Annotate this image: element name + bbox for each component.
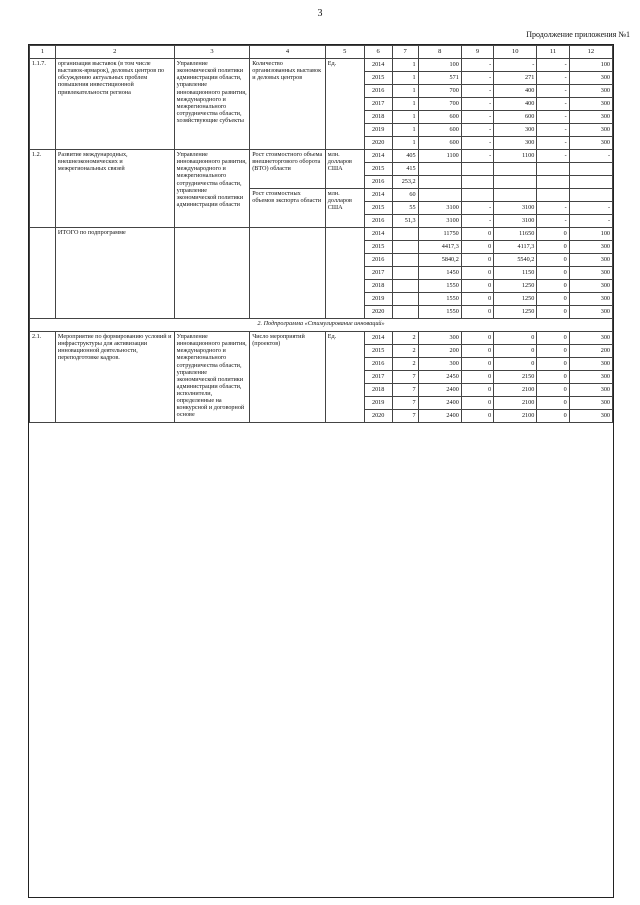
- indicator-value-cell: 2: [392, 358, 418, 371]
- local-budget-cell: -: [537, 150, 569, 163]
- local-budget-cell: -: [537, 215, 569, 228]
- federal-budget-cell: [461, 176, 493, 189]
- year-cell: 2020: [364, 410, 392, 423]
- item-number-cell: 2.1.: [30, 332, 56, 423]
- table-row: [30, 332, 613, 345]
- local-budget-cell: 0: [537, 267, 569, 280]
- local-budget-cell: 0: [537, 228, 569, 241]
- indicator-name-cell: Рост стоимостных объемов экспорта области: [250, 189, 326, 228]
- indicator-value-cell: [392, 254, 418, 267]
- local-budget-cell: 0: [537, 358, 569, 371]
- year-cell: 2016: [364, 176, 392, 189]
- total-funding-cell: 3100: [418, 215, 461, 228]
- unit-cell: млн. долларов США: [325, 189, 364, 228]
- year-cell: 2017: [364, 371, 392, 384]
- regional-budget-cell: 0: [494, 332, 537, 345]
- other-sources-cell: 300: [569, 397, 612, 410]
- indicator-value-cell: 7: [392, 371, 418, 384]
- header-cell: 10: [494, 46, 537, 59]
- local-budget-cell: 0: [537, 254, 569, 267]
- regional-budget-cell: [494, 176, 537, 189]
- indicator-value-cell: 2: [392, 332, 418, 345]
- header-cell: 11: [537, 46, 569, 59]
- local-budget-cell: [537, 189, 569, 202]
- local-budget-cell: 0: [537, 332, 569, 345]
- year-cell: 2020: [364, 306, 392, 319]
- local-budget-cell: 0: [537, 397, 569, 410]
- year-cell: 2017: [364, 98, 392, 111]
- header-cell: 3: [174, 46, 250, 59]
- federal-budget-cell: 0: [461, 241, 493, 254]
- federal-budget-cell: -: [461, 59, 493, 72]
- item-name-cell: ИТОГО по подпрограмме: [55, 228, 174, 319]
- table-row: [30, 59, 613, 72]
- year-cell: 2016: [364, 85, 392, 98]
- total-funding-cell: 1450: [418, 267, 461, 280]
- other-sources-cell: 300: [569, 98, 612, 111]
- regional-budget-cell: 300: [494, 137, 537, 150]
- federal-budget-cell: 0: [461, 306, 493, 319]
- page-number: 3: [317, 8, 323, 19]
- total-funding-cell: 700: [418, 98, 461, 111]
- indicator-value-cell: 1: [392, 85, 418, 98]
- local-budget-cell: -: [537, 111, 569, 124]
- total-funding-cell: [418, 163, 461, 176]
- regional-budget-cell: 4117,3: [494, 241, 537, 254]
- indicator-value-cell: [392, 267, 418, 280]
- local-budget-cell: -: [537, 98, 569, 111]
- federal-budget-cell: 0: [461, 228, 493, 241]
- other-sources-cell: 300: [569, 306, 612, 319]
- regional-budget-cell: 11650: [494, 228, 537, 241]
- indicator-value-cell: 2: [392, 345, 418, 358]
- regional-budget-cell: -: [494, 59, 537, 72]
- federal-budget-cell: -: [461, 111, 493, 124]
- year-cell: 2015: [364, 241, 392, 254]
- table-row: [30, 150, 613, 163]
- federal-budget-cell: 0: [461, 254, 493, 267]
- local-budget-cell: [537, 163, 569, 176]
- local-budget-cell: 0: [537, 371, 569, 384]
- local-budget-cell: 0: [537, 345, 569, 358]
- appendix-label: Продолжение приложения №1: [526, 30, 630, 39]
- year-cell: 2014: [364, 189, 392, 202]
- federal-budget-cell: [461, 189, 493, 202]
- other-sources-cell: 300: [569, 293, 612, 306]
- year-cell: 2014: [364, 228, 392, 241]
- indicator-value-cell: 7: [392, 397, 418, 410]
- item-name-cell: Мероприятие по формированию условий и инфраструктуры для активизации инновационной деятельности, переподготовке кадров.: [55, 332, 174, 423]
- header-cell: 9: [461, 46, 493, 59]
- year-cell: 2019: [364, 124, 392, 137]
- total-funding-cell: 2450: [418, 371, 461, 384]
- other-sources-cell: 300: [569, 410, 612, 423]
- other-sources-cell: 300: [569, 332, 612, 345]
- other-sources-cell: 300: [569, 124, 612, 137]
- total-funding-cell: 2400: [418, 384, 461, 397]
- federal-budget-cell: -: [461, 124, 493, 137]
- indicator-name-cell: Рост стоимостного объема внешнеторгового оборота (ВТО) области: [250, 150, 326, 189]
- other-sources-cell: [569, 163, 612, 176]
- year-cell: 2015: [364, 163, 392, 176]
- program-table: [29, 45, 613, 423]
- other-sources-cell: 100: [569, 59, 612, 72]
- other-sources-cell: 300: [569, 280, 612, 293]
- indicator-value-cell: 60: [392, 189, 418, 202]
- header-row: [30, 46, 613, 59]
- executor-cell: Управление инновационного развития, международного и межрегионального сотрудничества области, управление экономической политики администрации области: [174, 150, 250, 228]
- year-cell: 2016: [364, 215, 392, 228]
- header-cell: 5: [325, 46, 364, 59]
- indicator-value-cell: 1: [392, 59, 418, 72]
- item-number-cell: 1.1.7.: [30, 59, 56, 150]
- total-funding-cell: [418, 189, 461, 202]
- year-cell: 2016: [364, 254, 392, 267]
- indicator-value-cell: 1: [392, 124, 418, 137]
- indicator-value-cell: 1: [392, 111, 418, 124]
- local-budget-cell: -: [537, 137, 569, 150]
- other-sources-cell: 300: [569, 72, 612, 85]
- indicator-value-cell: [392, 241, 418, 254]
- other-sources-cell: 300: [569, 384, 612, 397]
- federal-budget-cell: 0: [461, 358, 493, 371]
- regional-budget-cell: 5540,2: [494, 254, 537, 267]
- other-sources-cell: 100: [569, 228, 612, 241]
- federal-budget-cell: [461, 163, 493, 176]
- other-sources-cell: -: [569, 202, 612, 215]
- total-funding-cell: 1550: [418, 280, 461, 293]
- unit-cell: [325, 228, 364, 319]
- regional-budget-cell: 271: [494, 72, 537, 85]
- year-cell: 2019: [364, 293, 392, 306]
- federal-budget-cell: -: [461, 150, 493, 163]
- federal-budget-cell: 0: [461, 384, 493, 397]
- indicator-value-cell: 253,2: [392, 176, 418, 189]
- regional-budget-cell: 1100: [494, 150, 537, 163]
- year-cell: 2014: [364, 332, 392, 345]
- year-cell: 2020: [364, 137, 392, 150]
- header-cell: 4: [250, 46, 326, 59]
- regional-budget-cell: [494, 189, 537, 202]
- regional-budget-cell: 3100: [494, 215, 537, 228]
- unit-cell: Ед.: [325, 59, 364, 150]
- program-table-area: [28, 44, 614, 898]
- federal-budget-cell: 0: [461, 371, 493, 384]
- other-sources-cell: 300: [569, 358, 612, 371]
- table-row: [30, 228, 613, 241]
- unit-cell: Ед.: [325, 332, 364, 423]
- executor-cell: [174, 228, 250, 319]
- other-sources-cell: 300: [569, 111, 612, 124]
- header-cell: 1: [30, 46, 56, 59]
- local-budget-cell: -: [537, 59, 569, 72]
- federal-budget-cell: -: [461, 202, 493, 215]
- indicator-value-cell: [392, 293, 418, 306]
- local-budget-cell: -: [537, 85, 569, 98]
- item-name-cell: Развитие международных, внешнеэкономических и межрегиональных связей: [55, 150, 174, 228]
- regional-budget-cell: [494, 163, 537, 176]
- total-funding-cell: 700: [418, 85, 461, 98]
- federal-budget-cell: -: [461, 137, 493, 150]
- other-sources-cell: 300: [569, 85, 612, 98]
- section-title: 2. Подпрограмма «Стимулирование инноваций»: [30, 319, 613, 332]
- total-funding-cell: 2400: [418, 397, 461, 410]
- total-funding-cell: [418, 176, 461, 189]
- indicator-name-cell: Количество организованных выставок и деловых центров: [250, 59, 326, 150]
- total-funding-cell: 1550: [418, 293, 461, 306]
- federal-budget-cell: 0: [461, 332, 493, 345]
- year-cell: 2019: [364, 397, 392, 410]
- regional-budget-cell: 1250: [494, 280, 537, 293]
- federal-budget-cell: -: [461, 85, 493, 98]
- regional-budget-cell: 2150: [494, 371, 537, 384]
- regional-budget-cell: 300: [494, 124, 537, 137]
- total-funding-cell: 2400: [418, 410, 461, 423]
- indicator-value-cell: 415: [392, 163, 418, 176]
- year-cell: 2014: [364, 59, 392, 72]
- indicator-value-cell: 7: [392, 384, 418, 397]
- regional-budget-cell: 2100: [494, 384, 537, 397]
- indicator-value-cell: [392, 228, 418, 241]
- item-name-cell: организация выставок (в том числе выставок-ярмарок), деловых центров по обсуждению актуальных проблем повышения инвестиционной привлекательности региона: [55, 59, 174, 150]
- indicator-value-cell: 55: [392, 202, 418, 215]
- regional-budget-cell: 400: [494, 85, 537, 98]
- local-budget-cell: 0: [537, 293, 569, 306]
- year-cell: 2014: [364, 150, 392, 163]
- other-sources-cell: 300: [569, 267, 612, 280]
- local-budget-cell: [537, 176, 569, 189]
- year-cell: 2015: [364, 345, 392, 358]
- other-sources-cell: 300: [569, 371, 612, 384]
- indicator-name-cell: Число мероприятий (проектов): [250, 332, 326, 423]
- indicator-value-cell: 1: [392, 72, 418, 85]
- section-title-row: [30, 319, 613, 332]
- header-cell: 12: [569, 46, 612, 59]
- other-sources-cell: [569, 176, 612, 189]
- indicator-value-cell: 1: [392, 98, 418, 111]
- federal-budget-cell: 0: [461, 280, 493, 293]
- year-cell: 2015: [364, 72, 392, 85]
- other-sources-cell: 300: [569, 137, 612, 150]
- executor-cell: Управление экономической политики администрации области, управление инновационного развития, международного и межрегионального сотрудничества области, хозяйствующие субъекты: [174, 59, 250, 150]
- local-budget-cell: -: [537, 72, 569, 85]
- regional-budget-cell: 1150: [494, 267, 537, 280]
- regional-budget-cell: 1250: [494, 293, 537, 306]
- other-sources-cell: -: [569, 150, 612, 163]
- indicator-value-cell: 7: [392, 410, 418, 423]
- local-budget-cell: 0: [537, 410, 569, 423]
- header-cell: 6: [364, 46, 392, 59]
- other-sources-cell: -: [569, 215, 612, 228]
- total-funding-cell: 1100: [418, 150, 461, 163]
- federal-budget-cell: -: [461, 215, 493, 228]
- year-cell: 2017: [364, 267, 392, 280]
- local-budget-cell: 0: [537, 306, 569, 319]
- other-sources-cell: [569, 189, 612, 202]
- federal-budget-cell: 0: [461, 293, 493, 306]
- total-funding-cell: 11750: [418, 228, 461, 241]
- local-budget-cell: 0: [537, 384, 569, 397]
- other-sources-cell: 200: [569, 345, 612, 358]
- year-cell: 2015: [364, 202, 392, 215]
- executor-cell: Управление инновационного развития, международного и межрегионального сотрудничества области, управление экономической политики администрации области, исполнители, определенные на конкурсной и договорной основе: [174, 332, 250, 423]
- regional-budget-cell: 2100: [494, 397, 537, 410]
- unit-cell: млн. долларов США: [325, 150, 364, 189]
- total-funding-cell: 200: [418, 345, 461, 358]
- header-cell: 2: [55, 46, 174, 59]
- total-funding-cell: 571: [418, 72, 461, 85]
- item-number-cell: 1.2.: [30, 150, 56, 228]
- local-budget-cell: -: [537, 202, 569, 215]
- item-number-cell: [30, 228, 56, 319]
- indicator-value-cell: 1: [392, 137, 418, 150]
- total-funding-cell: 3100: [418, 202, 461, 215]
- total-funding-cell: 1550: [418, 306, 461, 319]
- federal-budget-cell: 0: [461, 397, 493, 410]
- local-budget-cell: -: [537, 124, 569, 137]
- indicator-value-cell: 51,3: [392, 215, 418, 228]
- federal-budget-cell: 0: [461, 267, 493, 280]
- regional-budget-cell: 600: [494, 111, 537, 124]
- total-funding-cell: 600: [418, 124, 461, 137]
- total-funding-cell: 600: [418, 137, 461, 150]
- local-budget-cell: 0: [537, 280, 569, 293]
- total-funding-cell: 600: [418, 111, 461, 124]
- other-sources-cell: 300: [569, 254, 612, 267]
- indicator-value-cell: [392, 280, 418, 293]
- regional-budget-cell: 400: [494, 98, 537, 111]
- federal-budget-cell: -: [461, 98, 493, 111]
- regional-budget-cell: 2100: [494, 410, 537, 423]
- regional-budget-cell: 3100: [494, 202, 537, 215]
- indicator-value-cell: 405: [392, 150, 418, 163]
- header-cell: 8: [418, 46, 461, 59]
- total-funding-cell: 5840,2: [418, 254, 461, 267]
- local-budget-cell: 0: [537, 241, 569, 254]
- header-cell: 7: [392, 46, 418, 59]
- regional-budget-cell: 0: [494, 358, 537, 371]
- regional-budget-cell: 0: [494, 345, 537, 358]
- indicator-value-cell: [392, 306, 418, 319]
- federal-budget-cell: 0: [461, 345, 493, 358]
- other-sources-cell: 300: [569, 241, 612, 254]
- total-funding-cell: 4417,3: [418, 241, 461, 254]
- total-funding-cell: 300: [418, 332, 461, 345]
- year-cell: 2018: [364, 384, 392, 397]
- federal-budget-cell: -: [461, 72, 493, 85]
- indicator-name-cell: [250, 228, 326, 319]
- year-cell: 2018: [364, 111, 392, 124]
- total-funding-cell: 300: [418, 358, 461, 371]
- federal-budget-cell: 0: [461, 410, 493, 423]
- year-cell: 2018: [364, 280, 392, 293]
- year-cell: 2016: [364, 358, 392, 371]
- total-funding-cell: 100: [418, 59, 461, 72]
- regional-budget-cell: 1250: [494, 306, 537, 319]
